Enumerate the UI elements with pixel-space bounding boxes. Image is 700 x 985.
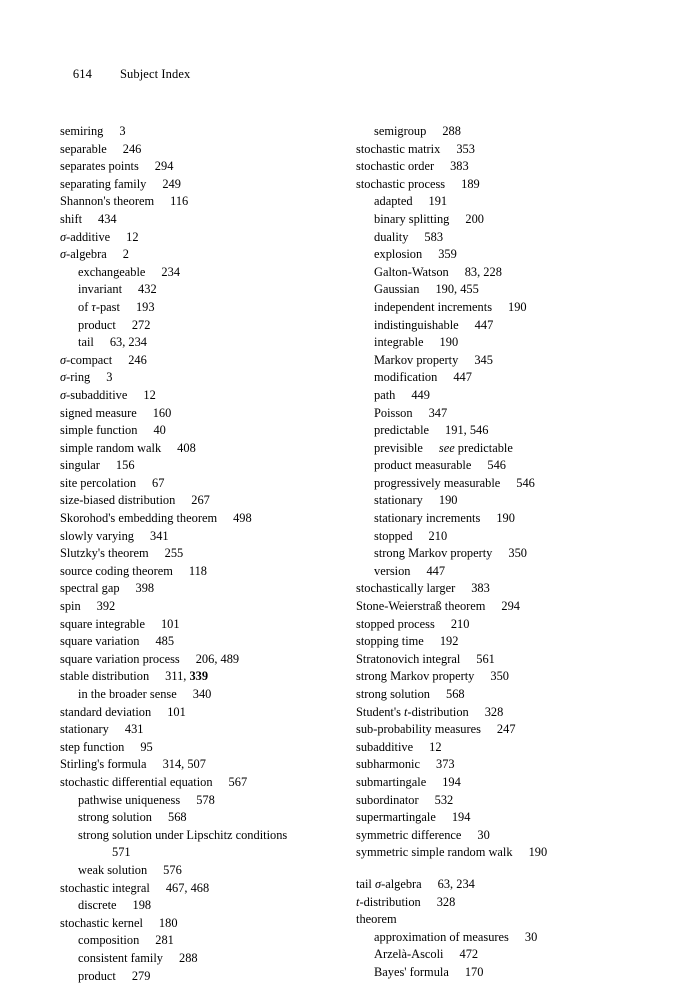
entry-page-number: 567 [229,775,248,789]
index-entry: exchangeable 234 [60,264,322,282]
index-column-left [60,123,322,985]
index-entry: separable 246 [60,141,322,159]
entry-page-number: 431 [125,722,144,736]
entry-page-number: 294 [155,159,174,173]
index-entry: separates points 294 [60,158,322,176]
entry-page-number: 190 [496,511,515,525]
entry-page-number: 191 [429,194,448,208]
index-entry: step function 95 [60,739,322,757]
index-entry: stochastic kernel 180 [60,915,322,933]
entry-page-number: 234 [161,265,180,279]
entry-page-number: 432 [138,282,157,296]
index-entry: Gaussian 190, 455 [356,281,618,299]
index-entry: semiring 3 [60,123,322,141]
index-entry: invariant 432 [60,281,322,299]
entry-page-number: 392 [97,599,116,613]
index-entry [60,844,322,862]
running-head: Subject Index [120,67,190,81]
index-entry: standard deviation 101 [60,704,322,722]
index-column-right [356,123,618,985]
index-entry: subadditive 12 [356,739,618,757]
entry-page-number: 350 [508,546,527,560]
index-entry: stationary increments 190 [356,510,618,528]
entry-page-number: 30 [477,828,489,842]
entry-page-number: 546 [516,476,535,490]
index-entry: signed measure 160 [60,405,322,423]
index-entry: subharmonic 373 [356,756,618,774]
index-entry: of τ-past 193 [60,299,322,317]
entry-page-number: 191, 546 [445,423,488,437]
entry-page-number: 2 [123,247,129,261]
index-entry: σ-compact 246 [60,352,322,370]
entry-page-number: 190 [529,845,548,859]
index-entry: stochastic process 189 [356,176,618,194]
entry-page-number: 398 [136,581,155,595]
entry-page-number: 247 [497,722,516,736]
index-entry: previsible see predictable [356,440,618,458]
index-entry: supermartingale 194 [356,809,618,827]
index-entry: σ-algebra 2 [60,246,322,264]
index-entry: strong solution 568 [356,686,618,704]
entry-page-number: 383 [450,159,469,173]
entry-page-number: 67 [152,476,164,490]
index-entry: singular 156 [60,457,322,475]
index-entry: semigroup 288 [356,123,618,141]
index-entry: integrable 190 [356,334,618,352]
index-entry: Student's t-distribution 328 [356,704,618,722]
entry-page-number: 206, 489 [196,652,239,666]
entry-page-number: 194 [452,810,471,824]
entry-page-number: 568 [168,810,187,824]
entry-page-number: 3 [106,370,112,384]
page-folio: 614 [73,67,92,81]
index-entry: strong solution under Lipschitz conditions [60,827,322,845]
entry-page-number: 3 [119,124,125,138]
index-entry: predictable 191, 546 [356,422,618,440]
entry-page-number: 350 [490,669,509,683]
index-entry: strong solution 568 [60,809,322,827]
index-entry: size-biased distribution 267 [60,492,322,510]
entry-page-number: 288 [442,124,461,138]
entry-page-number: 116 [170,194,188,208]
entry-page-number: 249 [162,177,181,191]
entry-page-number: 210 [429,529,448,543]
index-entry: stochastic integral 467, 468 [60,880,322,898]
entry-page-number: 246 [128,353,147,367]
entry-page-number: 341 [150,529,169,543]
index-entry: simple random walk 408 [60,440,322,458]
index-entry: square variation 485 [60,633,322,651]
index-entry: σ-additive 12 [60,229,322,247]
entry-page-number: 189 [461,177,480,191]
page-header [60,52,640,97]
entry-page-number: 190 [439,493,458,507]
entry-page-number: 546 [487,458,506,472]
index-entry: modification 447 [356,369,618,387]
index-entry: independent increments 190 [356,299,618,317]
entry-page-number: 578 [196,793,215,807]
entry-page-number: 200 [465,212,484,226]
entry-page-number: 190, 455 [435,282,478,296]
index-entry: product 272 [60,317,322,335]
entry-page-number: 190 [440,335,459,349]
entry-page-number: 347 [429,406,448,420]
entry-page-number: 279 [132,969,151,983]
index-entry: consistent family 288 [60,950,322,968]
entry-page-number: 328 [485,705,504,719]
index-entry: stopping time 192 [356,633,618,651]
index-entry: product 279 [60,968,322,985]
entry-page-number: 101 [161,617,180,631]
entry-page-number: 281 [155,933,174,947]
entry-page-number: 190 [508,300,527,314]
entry-page-number: 63, 234 [438,877,475,891]
index-entry: Arzelà-Ascoli 472 [356,946,618,964]
index-entry: duality 583 [356,229,618,247]
index-entry: Stone-Weierstraß theorem 294 [356,598,618,616]
index-entry: separating family 249 [60,176,322,194]
entry-page-number: 12 [143,388,155,402]
entry-page-number: 467, 468 [166,881,209,895]
entry-page-number: 156 [116,458,135,472]
entry-page-number: 485 [155,634,174,648]
entry-page-number: 198 [133,898,152,912]
entry-page-number: 192 [440,634,459,648]
entry-page-number: 95 [140,740,152,754]
index-entry: stochastic matrix 353 [356,141,618,159]
index-entry: stochastic order 383 [356,158,618,176]
index-entry: square integrable 101 [60,616,322,634]
entry-page-number: 571 [112,845,131,859]
entry-page-number: 12 [126,230,138,244]
index-entry: tail σ-algebra 63, 234 [356,876,618,894]
index-entry: stopped 210 [356,528,618,546]
index-entry: Markov property 345 [356,352,618,370]
entry-page-number: 449 [411,388,430,402]
index-entry: pathwise uniqueness 578 [60,792,322,810]
index-entry: product measurable 546 [356,457,618,475]
entry-page-number: 561 [476,652,495,666]
index-entry: Skorohod's embedding theorem 498 [60,510,322,528]
entry-page-number: 272 [132,318,151,332]
index-entry: in the broader sense 340 [60,686,322,704]
entry-page-number: 294 [501,599,520,613]
index-entry: theorem [356,911,618,929]
index-entry: progressively measurable 546 [356,475,618,493]
index-entry: subordinator 532 [356,792,618,810]
entry-page-number: 194 [442,775,461,789]
index-entry: simple function 40 [60,422,322,440]
index-entry: stationary 431 [60,721,322,739]
index-entry: Shannon's theorem 116 [60,193,322,211]
index-entry: σ-subadditive 12 [60,387,322,405]
entry-page-number: 63, 234 [110,335,147,349]
index-entry: spectral gap 398 [60,580,322,598]
index-entry: Stirling's formula 314, 507 [60,756,322,774]
index-entry: Slutzky's theorem 255 [60,545,322,563]
entry-page-number: 472 [460,947,479,961]
entry-page-number: 12 [429,740,441,754]
entry-page-number: 383 [471,581,490,595]
index-entry: stochastically larger 383 [356,580,618,598]
entry-page-number: 353 [456,142,475,156]
index-entry: weak solution 576 [60,862,322,880]
index-entry: explosion 359 [356,246,618,264]
index-entry: composition 281 [60,932,322,950]
entry-page-number: 288 [179,951,198,965]
index-entry: σ-ring 3 [60,369,322,387]
index-entry: Galton-Watson 83, 228 [356,264,618,282]
index-entry: source coding theorem 118 [60,563,322,581]
index-entry: spin 392 [60,598,322,616]
entry-page-number: 434 [98,212,117,226]
entry-page-number: 373 [436,757,455,771]
index-columns [60,123,640,985]
entry-page-number: 345 [474,353,493,367]
entry-page-number: 160 [153,406,172,420]
entry-page-number: 40 [153,423,165,437]
entry-page-number: 170 [465,965,484,979]
entry-page-number: 447 [475,318,494,332]
index-entry: approximation of measures 30 [356,929,618,947]
entry-page-number: 583 [424,230,443,244]
index-entry: Stratonovich integral 561 [356,651,618,669]
entry-page-number: 314, 507 [163,757,206,771]
index-entry: site percolation 67 [60,475,322,493]
index-entry: sub-probability measures 247 [356,721,618,739]
index-entry: slowly varying 341 [60,528,322,546]
entry-page-number: 267 [191,493,210,507]
entry-page-number: 498 [233,511,252,525]
entry-page-number: 255 [165,546,184,560]
entry-page-number: 359 [438,247,457,261]
index-entry: strong Markov property 350 [356,545,618,563]
index-entry: strong Markov property 350 [356,668,618,686]
entry-page-number: 193 [136,300,155,314]
index-entry: square variation process 206, 489 [60,651,322,669]
entry-page-number: 447 [426,564,445,578]
entry-page-number: 568 [446,687,465,701]
entry-page-number: 246 [123,142,142,156]
entry-page-number-bold: 339 [189,669,208,683]
index-entry: path 449 [356,387,618,405]
index-entry: t-distribution 328 [356,894,618,912]
entry-page-number: 340 [193,687,212,701]
index-entry: stable distribution 311, 339 [60,668,322,686]
index-entry: shift 434 [60,211,322,229]
index-entry: stopped process 210 [356,616,618,634]
index-entry: version 447 [356,563,618,581]
entry-separator [356,862,618,876]
index-entry: Poisson 347 [356,405,618,423]
entry-page-number: 118 [189,564,207,578]
entry-page-number: 180 [159,916,178,930]
entry-page-number: 101 [167,705,186,719]
entry-page-number: 408 [177,441,196,455]
index-entry: tail 63, 234 [60,334,322,352]
index-entry: stationary 190 [356,492,618,510]
entry-page-number: 532 [435,793,454,807]
index-entry: symmetric simple random walk 190 [356,844,618,862]
index-entry: stochastic differential equation 567 [60,774,322,792]
index-entry: discrete 198 [60,897,322,915]
entry-page-number: 576 [163,863,182,877]
entry-page-number: 210 [451,617,470,631]
entry-page-number: 30 [525,930,537,944]
index-entry: adapted 191 [356,193,618,211]
entry-page-number: 447 [453,370,472,384]
index-entry: binary splitting 200 [356,211,618,229]
index-entry: Bayes' formula 170 [356,964,618,982]
entry-page-number: 328 [437,895,456,909]
index-entry: symmetric difference 30 [356,827,618,845]
index-entry: submartingale 194 [356,774,618,792]
index-entry: indistinguishable 447 [356,317,618,335]
entry-page-number: 311, [165,669,189,683]
entry-page-number: 83, 228 [465,265,502,279]
